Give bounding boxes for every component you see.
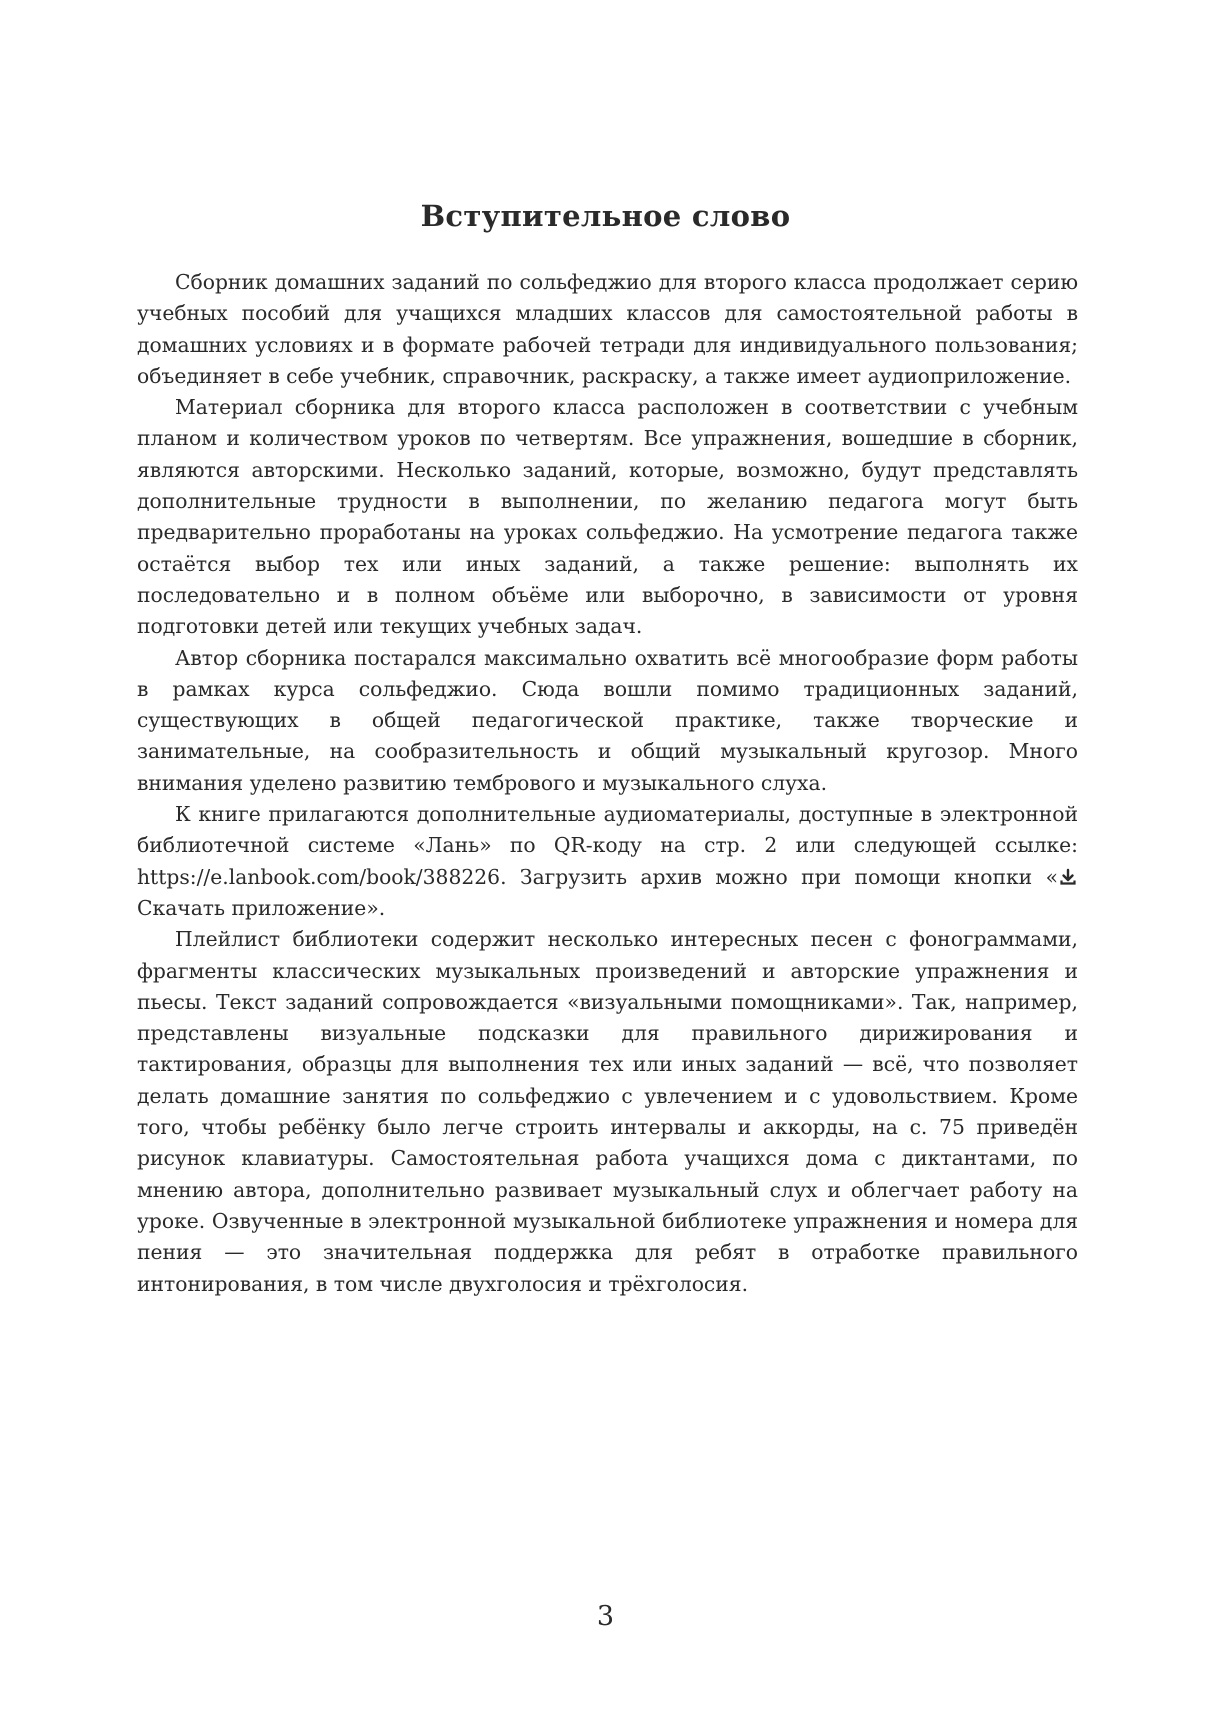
paragraph-material: Материал сборника для второго класса расположен в соответствии с учебным планом и количеством уроков по четвертям. Все упражнения, вошедшие в сборник, являются авторскими. Несколько заданий, которые, возможно, будут представлять дополнительные трудности в выполнении, по желанию педагога могут быть предварительно проработаны на уроках сольфеджио. На усмотрение педагога также остаётся выбор тех или иных заданий, а также решение: выполнять их последовательно и в полном объёме или выборочно, в зависимости от уровня подготовки детей или текущих учебных задач.: [137, 395, 1078, 639]
body-text: [137, 267, 1078, 1300]
paragraph-playlist: Плейлист библиотеки содержит несколько интересных песен с фонограммами, фрагменты классических музыкальных произведений и авторские упражнения и пьесы. Текст заданий сопровождается «визуальными помощниками». Так, например, представлены визуальные подсказки для правильного дирижирования и тактирования, образцы для выполнения тех или иных заданий — всё, что позволяет делать домашние занятия по сольфеджио с увлечением и с удовольствием. Кроме того, чтобы ребёнку было легче строить интервалы и аккорды, на с. 75 приведён рисунок клавиатуры. Самостоятельная работа учащихся дома с диктантами, по мнению автора, дополнительно развивает музыкальный слух и облегчает работу на уроке. Озвученные в электронной музыкальной библиотеке упражнения и номера для пения — это значительная поддержка для ребят в отработке правильного интонирования, в том числе двухголосия и трёхголосия.: [137, 927, 1078, 1296]
download-button-label: Скачать приложение: [137, 895, 367, 920]
audio-text-start: К книге прилагаются дополнительные аудиоматериалы, доступные в электронной библиотечной системе «Лань» по QR-коду на стр. 2 или следующей ссылке:: [137, 802, 1078, 858]
audio-text-middle: . Загрузить архив можно при помощи кнопки «: [500, 864, 1058, 889]
page-title: Вступительное слово: [420, 199, 791, 233]
paragraph-audio: [137, 799, 1078, 924]
paragraph-intro: Сборник домашних заданий по сольфеджио для второго класса продолжает серию учебных пособий для учащихся младших классов для самостоятельной работы в домашних условиях и в формате рабочей тетради для индивидуального пользования; объединяет в себе учебник, справочник, раскраску, а также имеет аудиоприложение.: [137, 270, 1078, 388]
audio-text-end: ».: [366, 895, 386, 920]
download-icon: [1059, 868, 1077, 886]
page-number: 3: [596, 1601, 615, 1632]
paragraph-author: Автор сборника постарался максимально охватить всё многообразие форм работы в рамках курса сольфеджио. Сюда вошли помимо традиционных заданий, существующих в общей педагогической практике, также творческие и занимательные, на сообразительность и общий музыкальный кругозор. Много внимания уделено развитию тембрового и музыкального слуха.: [137, 645, 1078, 795]
audio-link[interactable]: https://e.lanbook.com/book/388226: [137, 864, 501, 889]
